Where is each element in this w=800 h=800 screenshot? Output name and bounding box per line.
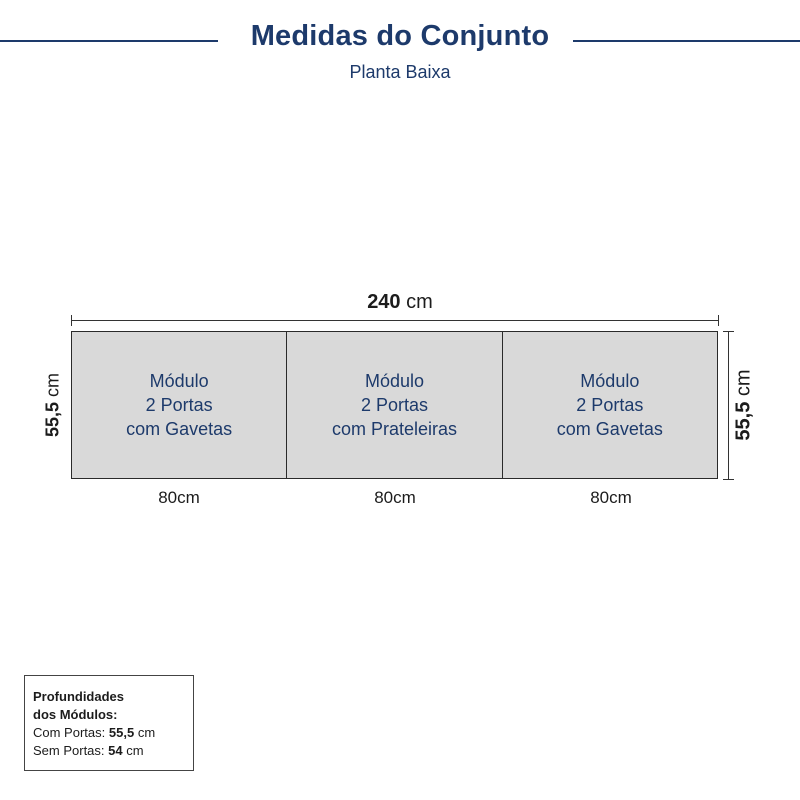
floor-plan xyxy=(71,331,718,479)
module-3-line1: Módulo xyxy=(580,371,640,391)
module-1-width: 80cm xyxy=(158,488,200,507)
depth-dimension-line xyxy=(728,331,729,479)
depth-right-value: 55,5 xyxy=(732,401,755,441)
total-width-unit: cm xyxy=(406,291,433,313)
module-1-line2: 2 Portas xyxy=(145,395,213,415)
module-2-line2: 2 Portas xyxy=(360,395,429,415)
depth-right-unit: cm xyxy=(732,369,755,397)
module-2 xyxy=(287,332,502,478)
module-2-line1: Módulo xyxy=(364,371,425,391)
module-2-line3: com Prateleiras xyxy=(331,419,458,439)
total-width-tick-right xyxy=(718,315,719,326)
note-without-doors-value: 54 xyxy=(108,743,123,758)
total-width-dimension-line xyxy=(71,320,719,321)
module-1-line3: com Gavetas xyxy=(126,419,233,439)
note-with-doors-unit: cm xyxy=(137,725,156,740)
depth-label-right xyxy=(733,369,756,440)
total-width-tick-left xyxy=(71,315,72,326)
module-1 xyxy=(72,332,287,478)
note-without-doors-label: Sem Portas: xyxy=(33,743,105,758)
depth-left-unit: cm xyxy=(42,372,63,397)
depth-tick-top xyxy=(723,331,734,332)
module-3-width: 80cm xyxy=(590,488,632,507)
module-3-line2: 2 Portas xyxy=(576,395,644,415)
note-with-doors-value: 55,5 xyxy=(108,725,135,740)
total-width-label xyxy=(0,291,800,314)
total-width-value: 240 xyxy=(367,291,401,313)
note-with-doors xyxy=(33,724,185,742)
page-title: Medidas do Conjunto xyxy=(250,20,550,52)
depth-label-left xyxy=(43,373,64,437)
note-with-doors-label: Com Portas: xyxy=(33,725,106,740)
note-heading-line1: Profundidades xyxy=(33,689,125,704)
module-2-width: 80cm xyxy=(374,488,416,507)
depth-left-value: 55,5 xyxy=(42,401,63,438)
depth-tick-bottom xyxy=(723,479,734,480)
note-heading-line2: dos Módulos: xyxy=(33,707,118,722)
module-3-line3: com Gavetas xyxy=(556,419,663,439)
depth-note-box xyxy=(24,675,194,771)
note-without-doors xyxy=(33,742,185,760)
note-without-doors-unit: cm xyxy=(126,743,144,758)
module-3 xyxy=(503,332,717,478)
module-1-line1: Módulo xyxy=(149,371,209,391)
page-subtitle: Planta Baixa xyxy=(349,62,451,82)
